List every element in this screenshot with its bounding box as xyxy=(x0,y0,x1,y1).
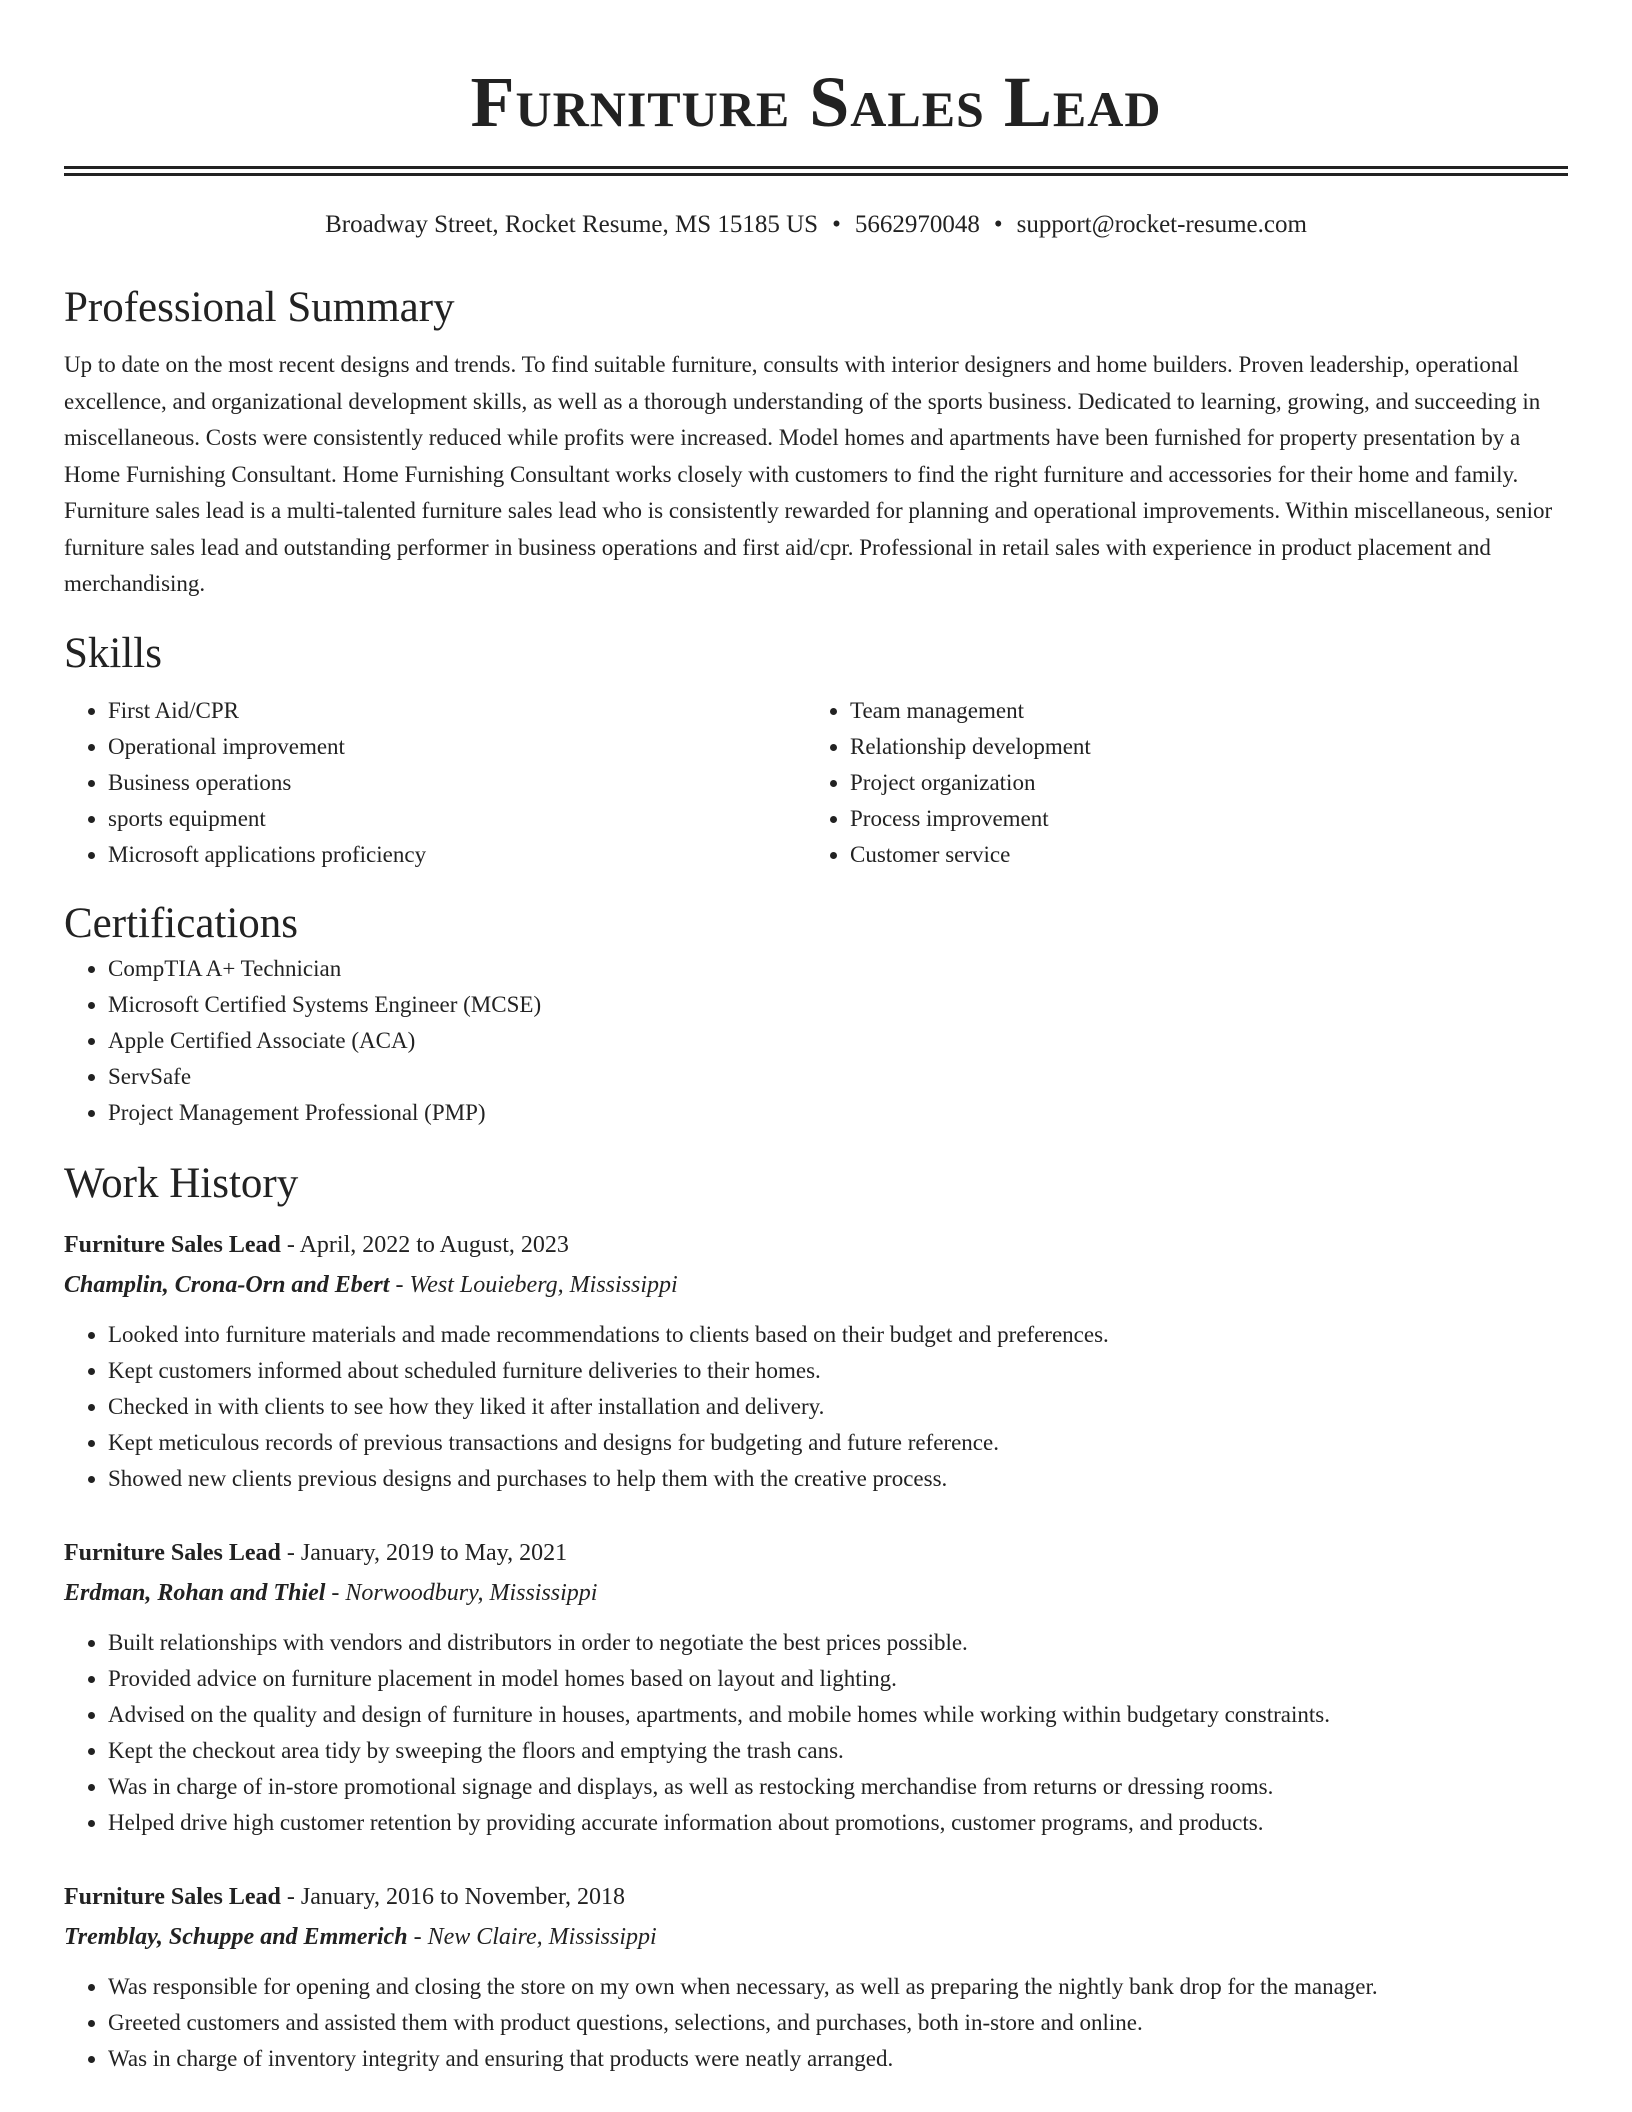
job-dates: January, 2019 to May, 2021 xyxy=(300,1539,568,1566)
job-company-line xyxy=(64,1265,1568,1305)
contact-separator: • xyxy=(993,211,1003,238)
job-duty: • Advised on the quality and design of furniture in houses, apartments, and mobile homes while working within budgetary constraints. xyxy=(108,1697,1568,1733)
job-dash: - xyxy=(280,1231,300,1258)
skill-item: • Process improvement xyxy=(850,801,1548,837)
job-header xyxy=(64,1225,1568,1265)
job-company: Champlin, Crona-Orn and Ebert xyxy=(64,1271,390,1298)
job-duty: • Showed new clients previous designs and purchases to help them with the creative process. xyxy=(108,1461,1568,1497)
job-duty: • Was in charge of inventory integrity and ensuring that products were neatly arranged. xyxy=(108,2041,1568,2077)
header-double-rule xyxy=(64,166,1568,176)
job-duties-list xyxy=(64,1317,1568,1497)
skill-item: • Customer service xyxy=(850,837,1548,873)
contact-separator: • xyxy=(832,211,841,238)
job-dash: - xyxy=(280,1539,301,1566)
certification-item: • Project Management Professional (PMP) xyxy=(108,1095,1568,1131)
job-role: Furniture Sales Lead xyxy=(64,1539,281,1566)
job-role: Furniture Sales Lead xyxy=(64,1231,281,1258)
job-dash: - xyxy=(407,1923,428,1950)
job-header xyxy=(64,1877,1568,1917)
skills-list-left xyxy=(64,693,806,873)
skills-column-right xyxy=(806,693,1548,873)
contact-phone: 5662970048 xyxy=(854,211,980,238)
skills-grid xyxy=(64,693,1568,873)
skill-item: • Business operations xyxy=(108,765,806,801)
job-duty: • Greeted customers and assisted them with product questions, selections, and purchases, both in-store and online. xyxy=(108,2005,1568,2041)
job-duty: • Kept meticulous records of previous transactions and designs for budgeting and future reference. xyxy=(108,1425,1568,1461)
contact-address: Broadway Street, Rocket Resume, MS 15185 US xyxy=(325,211,819,238)
skill-item: • Team management xyxy=(850,693,1548,729)
contact-email: support@rocket-resume.com xyxy=(1016,211,1307,238)
job-duty: • Looked into furniture materials and made recommendations to clients based on their budget and preferences. xyxy=(108,1317,1568,1353)
summary-heading: Professional Summary xyxy=(64,284,455,331)
job-entry xyxy=(64,1877,1568,2077)
certification-item: • Microsoft Certified Systems Engineer (MCSE) xyxy=(108,987,1568,1023)
skill-item: • Project organization xyxy=(850,765,1548,801)
candidate-name: Furniture Sales Lead xyxy=(470,62,1162,142)
skill-item: • sports equipment xyxy=(108,801,806,837)
job-role: Furniture Sales Lead xyxy=(64,1883,281,1910)
certification-item: • Apple Certified Associate (ACA) xyxy=(108,1023,1568,1059)
certification-item: • ServSafe xyxy=(108,1059,1568,1095)
certification-item: • CompTIA A+ Technician xyxy=(108,951,1568,987)
job-duty: • Was in charge of in-store promotional signage and displays, as well as restocking merchandise from returns or dressing rooms. xyxy=(108,1769,1568,1805)
job-location: New Claire, Mississippi xyxy=(427,1923,657,1950)
skills-column-left xyxy=(64,693,806,873)
contact-line xyxy=(64,209,1568,241)
job-dash: - xyxy=(389,1271,410,1298)
certifications-heading: Certifications xyxy=(64,899,299,947)
job-company-line xyxy=(64,1573,1568,1613)
job-duty: • Checked in with clients to see how they liked it after installation and delivery. xyxy=(108,1389,1568,1425)
skill-item: • First Aid/CPR xyxy=(108,693,806,729)
job-header xyxy=(64,1533,1568,1573)
job-duties-list xyxy=(64,1625,1568,1841)
job-dates: January, 2016 to November, 2018 xyxy=(300,1883,625,1910)
job-location: Norwoodbury, Mississippi xyxy=(345,1579,598,1606)
job-entry xyxy=(64,1225,1568,1497)
job-company-line xyxy=(64,1917,1568,1957)
skill-item: • Operational improvement xyxy=(108,729,806,765)
job-duty: • Helped drive high customer retention by providing accurate information about promotions, customer programs, and products. xyxy=(108,1805,1568,1841)
job-dash: - xyxy=(280,1883,301,1910)
job-duty: • Kept customers informed about scheduled furniture deliveries to their homes. xyxy=(108,1353,1568,1389)
job-company: Tremblay, Schuppe and Emmerich xyxy=(64,1923,408,1950)
skill-item: • Microsoft applications proficiency xyxy=(108,837,806,873)
summary-text: Up to date on the most recent designs and trends. To find suitable furniture, consults with interior designers and home builders. Proven leadership, operational excellence, and organizational development skills, as well as a thorough understanding of the sports business. Dedicated to learning, growing, and succeeding in miscellaneous. Costs were consistently reduced while profits were increased. Model homes and apartments have been furnished for property presentation by a Home Furnishing Consultant. Home Furnishing Consultant works closely with customers to find the right furniture and accessories for their home and family. Furniture sales lead is a multi-talented furniture sales lead who is consistently rewarded for planning and operational improvements. Within miscellaneous, senior furniture sales lead and outstanding performer in business operations and first aid/cpr. Professional in retail sales with experience in product placement and merchandising. xyxy=(64,352,1553,596)
job-duty: • Was responsible for opening and closing the store on my own when necessary, as well as preparing the nightly bank drop for the manager. xyxy=(108,1969,1568,2005)
job-duties-list xyxy=(64,1969,1568,2077)
job-entry xyxy=(64,1533,1568,1841)
job-duty: • Kept the checkout area tidy by sweeping the floors and emptying the trash cans. xyxy=(108,1733,1568,1769)
job-dates: April, 2022 to August, 2023 xyxy=(299,1231,569,1258)
certifications-list xyxy=(64,951,1568,1131)
skill-item: • Relationship development xyxy=(850,729,1548,765)
job-duty: • Provided advice on furniture placement in model homes based on layout and lighting. xyxy=(108,1661,1568,1697)
job-dash: - xyxy=(325,1579,346,1606)
job-duty: • Built relationships with vendors and distributors in order to negotiate the best prices possible. xyxy=(108,1625,1568,1661)
job-location: West Louieberg, Mississippi xyxy=(409,1271,678,1298)
work-history-heading: Work History xyxy=(64,1159,299,1207)
job-company: Erdman, Rohan and Thiel xyxy=(64,1579,326,1606)
skills-heading: Skills xyxy=(64,629,162,677)
skills-list-right xyxy=(806,693,1548,873)
